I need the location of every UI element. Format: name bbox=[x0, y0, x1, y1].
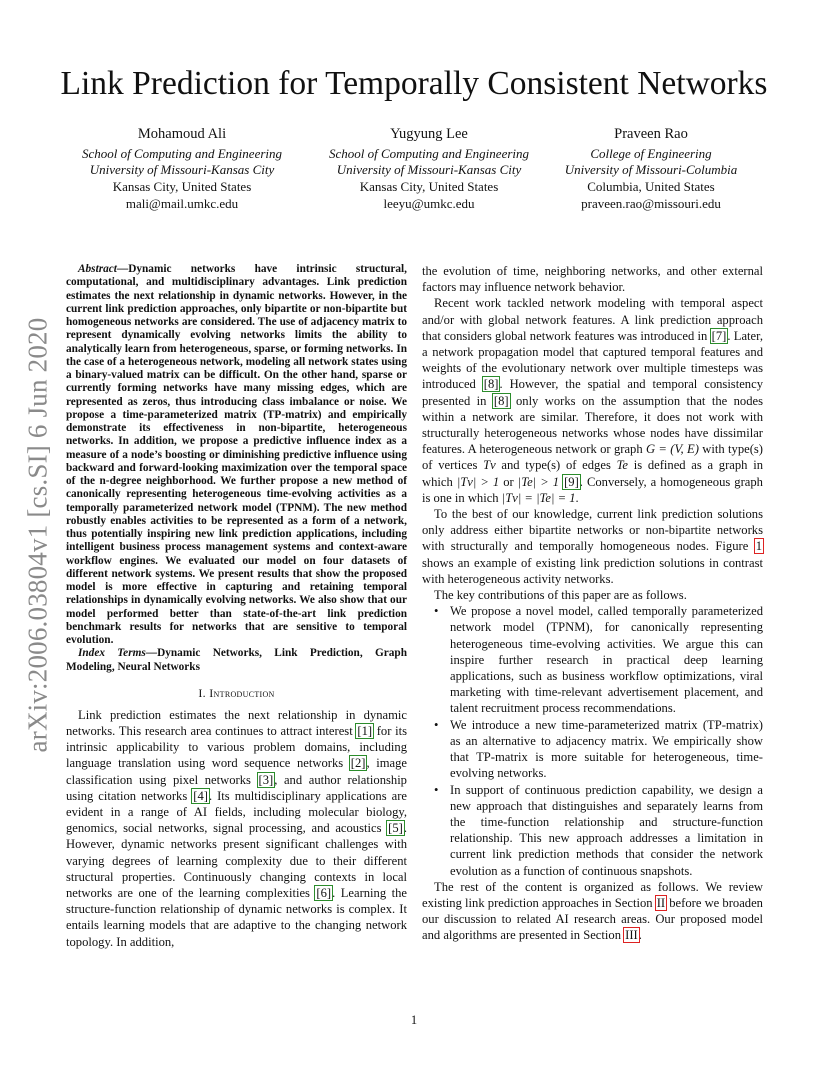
section-link[interactable]: III bbox=[625, 928, 638, 943]
intro-paragraph: Link prediction estimates the next relationship in dynamic networks. This research area continues to attract interest [1] for its intrinsic applicability to various problem domains, including language translation using word sequence networks [2], image classification using pixel networks [3], and author relationship using citation networks [4]. Its multidisciplinary applications are evident in a range of AI fields, including molecular biology, genomics, social networks, signal processing, and acoustics [5]. However, dynamic networks present significant challenges with varying degrees of learning complexity due to their different structural properties. Continuously changing contexts in local networks are one of the learning complexities [6]. Learning the structure-function relationship of dynamic networks is complex. It entails learning models that are adaptive to the changing network topology. In addition, bbox=[66, 707, 407, 949]
paragraph: the evolution of time, neighboring networks, and other external factors may influence network behavior. bbox=[422, 264, 763, 295]
math-expression: |Tv| = |Te| = 1 bbox=[501, 490, 576, 505]
author-block-1 bbox=[57, 126, 307, 213]
author-dept: School of Computing and Engineering bbox=[328, 145, 530, 161]
paragraph: Recent work tackled network modeling with temporal aspect and/or with global network features. A link prediction approach that considers global network features was introduced in [7]. Later, a network propagation model that captured temporal features and weights of the evolutionary network over multiple timesteps was introduced [8]. However, the spatial and temporal consistency presented in [8] only works on the assumption that the nodes within a network are similar. Therefore, it does not work with structurally heterogeneous networks whose nodes have dissimilar features. A heterogeneous network or graph G = (V, E) with type(s) of vertices Tv and type(s) of edges Te is defined as a graph in which |Tv| > 1 or |Te| > 1 [9]. Conversely, a homogeneous graph is one in which |Tv| = |Te| = 1. bbox=[422, 296, 763, 505]
index-terms: Index Terms—Dynamic Networks, Link Prediction, Graph Modeling, Neural Networks bbox=[66, 647, 407, 673]
author-name: Yugyung Lee bbox=[390, 126, 468, 142]
paragraph: To the best of our knowledge, current link prediction solutions only address either bipartite networks or non-bipartite networks with structurally and temporally homogeneous nodes. Figure 1 shows an example of existing link prediction solutions in contrast with heterogeneous activity networks. bbox=[422, 507, 763, 586]
author-email: mali@mail.umkc.edu bbox=[125, 195, 239, 211]
math-expression: G = (V, E) bbox=[645, 442, 699, 457]
contributions-list bbox=[422, 603, 763, 878]
citation-link[interactable]: [5] bbox=[388, 821, 403, 836]
citation-link[interactable]: [8] bbox=[493, 393, 509, 408]
math-expression: |Tv| > 1 bbox=[456, 474, 500, 489]
section-number: I. bbox=[198, 685, 206, 700]
index-terms-text: Dynamic Networks, Link Prediction, Graph Modeling, Neural Networks bbox=[66, 647, 407, 673]
author-email: praveen.rao@missouri.edu bbox=[581, 195, 721, 211]
arxiv-identifier: arXiv:2006.03804v1 [cs.SI] 6 Jun 2020 bbox=[22, 317, 53, 753]
author-dept: College of Engineering bbox=[590, 145, 712, 161]
author-university: University of Missouri-Kansas City bbox=[336, 162, 522, 178]
list-item: • We introduce a new time-parameterized matrix (TP-matrix) as an alternative to adjacency matrix. We empirically show that TP-matrix is more suitable for heterogeneous, time-evolving networks. bbox=[450, 717, 763, 782]
author-location: Kansas City, United States bbox=[359, 179, 499, 195]
author-location: Kansas City, United States bbox=[112, 179, 252, 195]
section-link[interactable]: II bbox=[656, 895, 666, 910]
author-name: Praveen Rao bbox=[614, 126, 688, 142]
citation-link[interactable]: [9] bbox=[564, 474, 579, 489]
author-name: Mohamoud Ali bbox=[137, 126, 227, 142]
author-location: Columbia, United States bbox=[587, 179, 715, 195]
citation-link[interactable]: [3] bbox=[258, 772, 274, 787]
abstract-text: Dynamic networks have intrinsic structural, computational, and multidisciplinary advantages. Link prediction estimates the next relationship in dynamic networks. However, in the current link prediction approaches, only bipartite or non-bipartite but homogeneous networks are considered. The use of adjacency matrix to represent dynamically evolving networks limits the ability to analytically learn from heterogeneous, sparse, or forming networks. In the case of a heterogeneous network, modeling all network states using a binary-valued matrix can be difficult. On the other hand, sparse or currently forming networks have many missing edges, which are represented as zeros, thus introducing class imbalance or noise. We propose a time-parameterized matrix (TP-matrix) and empirically demonstrate its effectiveness in non-bipartite, heterogeneous networks. In addition, we propose a predictive influence index as a measure of a node’s boosting or diminishing predictive influence using backward and forward-looking maximization over the temporal space of the n-degree neighborhood. We further propose a new method of canonically representing heterogeneous time-evolving activities as a temporally parameterized network model (TPNM). The new method robustly enables activities to be represented as a form of a network, thus potentially inspiring new link prediction applications, including intelligent business process management systems and context-aware workflow engines. We evaluated our model on four datasets of different network systems. We present results that show the proposed model is more effective in capturing and retaining temporal relationships in dynamically evolving networks. We also show that our model performed better than state-of-the-art link prediction benchmark results for networks that are sensitive to temporal evolution. bbox=[66, 263, 407, 646]
paragraph: The rest of the content is organized as follows. We review existing link prediction approaches in Section II before we broaden our discussion to related AI research areas. Our proposed model and algorithms are presented in Section III. bbox=[422, 879, 763, 943]
list-item: • In support of continuous prediction capability, we design a new approach that distinguishes and separately learns from the time-function relationship and structure-function relationship. This new approach addresses a limitation in current link prediction methods that consider the network evolution as a function of continuous snapshots. bbox=[450, 782, 763, 879]
citation-link[interactable]: [4] bbox=[193, 788, 208, 803]
list-item: • We propose a novel model, called temporally parameterized network model (TPNM), for canonically representing heterogeneous time-evolving activities. We argue this can inspire further research in practical deep learning applications, such as business workflow optimizations, viral marketing with time-relevant advertisement placement, and talent recruitment process recommendations. bbox=[450, 603, 763, 716]
citation-link[interactable]: [8] bbox=[483, 377, 499, 392]
author-university: University of Missouri-Columbia bbox=[564, 162, 738, 178]
abstract-lead: Abstract bbox=[78, 263, 117, 275]
math-expression: Te bbox=[616, 458, 628, 473]
author-university: University of Missouri-Kansas City bbox=[89, 162, 275, 178]
index-terms-lead: Index Terms bbox=[78, 647, 146, 660]
math-expression: |Te| > 1 bbox=[517, 474, 560, 489]
citation-link[interactable]: [1] bbox=[357, 723, 373, 738]
author-email: leeyu@umkc.edu bbox=[383, 195, 475, 211]
author-block-2 bbox=[304, 126, 554, 213]
math-expression: Tv bbox=[483, 458, 496, 473]
figure-link[interactable]: 1 bbox=[755, 539, 762, 554]
section-heading-introduction bbox=[66, 686, 407, 701]
citation-link[interactable]: [6] bbox=[316, 885, 332, 900]
right-column bbox=[422, 263, 763, 944]
citation-link[interactable]: [7] bbox=[711, 328, 727, 343]
arxiv-side-stamp bbox=[14, 305, 62, 765]
paragraph: The key contributions of this paper are as follows. bbox=[434, 588, 687, 603]
section-title: Introduction bbox=[209, 685, 275, 700]
paper-title: Link Prediction for Temporally Consistent Networks bbox=[60, 65, 768, 102]
author-dept: School of Computing and Engineering bbox=[81, 145, 283, 161]
citation-link[interactable]: [2] bbox=[350, 756, 366, 771]
left-column bbox=[66, 263, 407, 950]
author-block-3 bbox=[526, 126, 776, 213]
abstract: Abstract—Dynamic networks have intrinsic structural, computational, and multidisciplinary advantages. Link prediction estimates the next relationship in dynamic networks. However, in the current link prediction approaches, only bipartite or non-bipartite but homogeneous networks are considered. The use of adjacency matrix to represent dynamically evolving networks limits the ability to analytically learn from heterogeneous, sparse, or forming networks. In the case of a heterogeneous network, modeling all network states using a binary-valued matrix can be difficult. On the other hand, sparse or currently forming networks have many missing edges, which are represented as zeros, thus introducing class imbalance or noise. We propose a time-parameterized matrix (TP-matrix) and empirically demonstrate its effectiveness in non-bipartite, heterogeneous networks. In addition, we propose a predictive influence index as a measure of a node’s boosting or diminishing predictive influence using backward and forward-looking maximization over the temporal space of the n-degree neighborhood. We further propose a new method of canonically representing heterogeneous time-evolving activities as a temporally parameterized network model (TPNM). The new method robustly enables activities to be represented as a form of a network, thus potentially inspiring new link prediction applications, including intelligent business process management systems and context-aware workflow engines. We evaluated our model on four datasets of different network systems. We present results that show the proposed model is more effective in capturing and retaining temporal relationships in dynamically evolving networks. We also show that our model performed better than state-of-the-art link prediction benchmark results for networks that are sensitive to temporal evolution. bbox=[66, 263, 407, 646]
page-number: 1 bbox=[410, 1013, 418, 1027]
